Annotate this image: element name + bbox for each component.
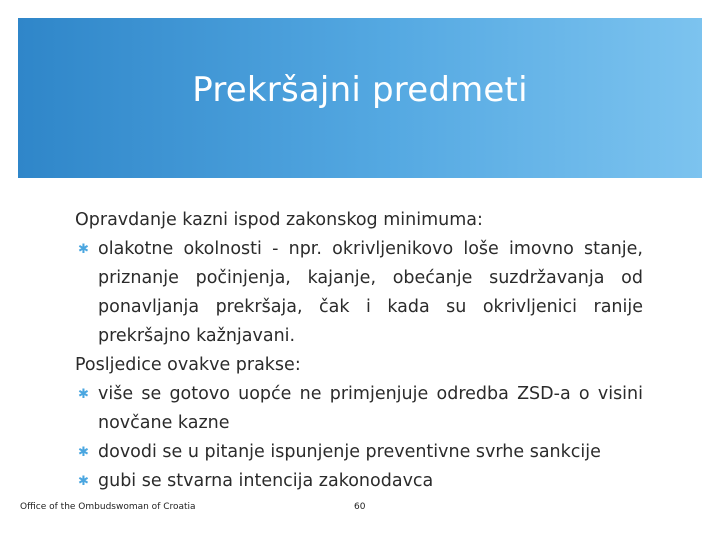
asterisk-bullet-icon: ✱ (78, 474, 89, 489)
section-heading: Posljedice ovakve prakse: (75, 355, 301, 375)
footer-organization: Office of the Ombudswoman of Croatia (20, 502, 196, 512)
section-heading: Opravdanje kazni ispod zakonskog minimuma: (75, 210, 483, 230)
list-item (75, 467, 643, 496)
bullet-text: više se gotovo uopće ne primjenjuje odredba ZSD-a o visini novčane kazne (98, 384, 643, 433)
list-item (75, 438, 643, 467)
bullet-text: dovodi se u pitanje ispunjenje preventivne svrhe sankcije (98, 442, 601, 462)
bullet-text: gubi se stvarna intencija zakonodavca (98, 471, 434, 491)
asterisk-bullet-icon: ✱ (78, 445, 89, 460)
list-item (75, 380, 643, 438)
title-banner (18, 18, 702, 178)
asterisk-bullet-icon: ✱ (78, 242, 89, 257)
list-item (75, 235, 643, 351)
slide-content (75, 206, 643, 496)
asterisk-bullet-icon: ✱ (78, 387, 89, 402)
slide-title: Prekršajni predmeti (192, 70, 528, 110)
page-number: 60 (354, 502, 366, 512)
bullet-list (75, 235, 643, 351)
bullet-list (75, 380, 643, 496)
bullet-text: olakotne okolnosti - npr. okrivljenikovo loše imovno stanje, priznanje počinjenja, kajanje, obećanje suzdržavanja od ponavljanja prekršaja, čak i kada su okrivljenici ranije prekršajno kažnjavani. (98, 239, 643, 346)
